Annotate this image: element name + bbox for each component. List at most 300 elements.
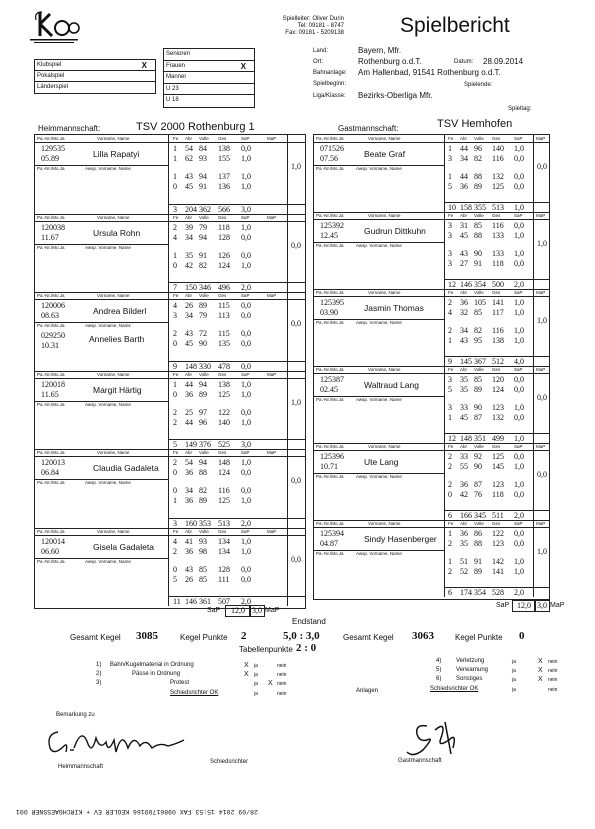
land-label: Land: xyxy=(313,48,329,54)
map-label: MaP xyxy=(265,607,280,614)
column-divider xyxy=(168,371,169,450)
lane-value: 88 xyxy=(474,172,482,181)
header-name: Vorname, Name xyxy=(97,450,130,455)
lane-value: 0 xyxy=(448,490,452,499)
header-sap: SaP xyxy=(241,371,250,377)
lane-value: 1 xyxy=(173,379,177,389)
total-value: 6 xyxy=(448,511,452,520)
header-ges: Ges xyxy=(218,528,227,534)
datum-value: 28.09.2014 xyxy=(483,57,524,66)
check-mark[interactable]: X xyxy=(244,671,249,678)
header-fe: Fe xyxy=(173,136,179,141)
check-mark[interactable]: X xyxy=(538,676,543,683)
header-fe: Fe xyxy=(173,214,179,220)
lane-value: 34 xyxy=(185,486,193,495)
lane-value: 1,0 xyxy=(514,298,524,307)
lane-value: 0,0 xyxy=(514,413,524,422)
lane-value: 0,0 xyxy=(241,339,251,348)
check-nein: nein xyxy=(548,687,558,693)
lane-value: 140 xyxy=(218,417,230,427)
category-label: Frauen xyxy=(166,62,186,69)
header-sub-name: Awsp. Vorname, Name xyxy=(85,244,131,250)
category-label: Senioren xyxy=(166,51,191,57)
lane-value: 86 xyxy=(474,529,482,538)
lane-value: 89 xyxy=(199,389,207,399)
player-map: 1,0 xyxy=(537,239,547,248)
header-volle: Volle xyxy=(474,444,484,449)
player-map: 1,0 xyxy=(537,547,547,556)
player-map: 0,0 xyxy=(537,393,547,402)
check-num: 6) xyxy=(436,676,442,682)
total-value: 2,0 xyxy=(241,597,251,606)
lane-value: 133 xyxy=(492,249,504,258)
lane-value: 0 xyxy=(173,486,177,495)
lane-value: 62 xyxy=(185,154,193,163)
check-nein: nein xyxy=(277,663,287,669)
lane-value: 43 xyxy=(185,329,193,338)
lane-value: 85 xyxy=(199,564,207,574)
header-pass: Pa.-Nr./Mo.Ja xyxy=(316,444,344,449)
lane-value: 0,0 xyxy=(241,574,251,584)
total-value: 12 xyxy=(448,280,456,289)
column-divider xyxy=(444,289,445,366)
lane-value: 123 xyxy=(492,480,504,489)
header-underline xyxy=(314,450,549,451)
check-mark[interactable]: X xyxy=(268,680,273,687)
category-manner[interactable] xyxy=(164,72,254,84)
lane-value: 128 xyxy=(218,232,230,242)
category-box xyxy=(163,48,255,108)
column-divider xyxy=(444,135,445,212)
game-type-label: Länderspiel xyxy=(37,84,69,90)
lane-value: 1 xyxy=(173,172,177,181)
header-map: MaP xyxy=(267,136,277,141)
home-kegel-value: 3085 xyxy=(136,630,158,642)
lane-value: 93 xyxy=(199,154,207,163)
lane-value: 44 xyxy=(460,172,468,181)
lane-value: 138 xyxy=(492,336,504,345)
column-divider xyxy=(533,366,534,443)
header-underline xyxy=(35,299,305,300)
lane-value: 1,0 xyxy=(514,326,524,335)
total-value: 3 xyxy=(173,518,177,528)
lane-value: 1 xyxy=(448,413,452,422)
column-divider xyxy=(533,289,534,366)
header-abr: Abr xyxy=(185,214,193,220)
lane-value: 89 xyxy=(199,301,207,310)
lane-value: 0,0 xyxy=(514,154,524,163)
lane-value: 91 xyxy=(474,259,482,268)
lane-value: 0,0 xyxy=(514,172,524,181)
header-sap: SaP xyxy=(241,214,250,220)
tel: Tel: 09181 - 8747 xyxy=(297,23,344,29)
sub-number: 10.31 xyxy=(41,341,59,350)
total-value: 513 xyxy=(492,203,504,212)
lane-value: 85 xyxy=(474,221,482,230)
lane-value: 2 xyxy=(173,407,177,417)
lane-value: 36 xyxy=(185,389,193,399)
lane-value: 134 xyxy=(218,546,230,556)
lane-value: 0,0 xyxy=(514,259,524,268)
lane-value: 1 xyxy=(448,529,452,538)
home-player-table xyxy=(34,134,306,609)
lane-value: 3 xyxy=(448,403,452,412)
lane-value: 35 xyxy=(185,250,193,260)
total-value: 525 xyxy=(218,440,230,449)
lane-value: 2 xyxy=(448,480,452,489)
header-underline xyxy=(314,219,549,220)
home-team-name: TSV 2000 Rothenburg 1 xyxy=(136,121,255,133)
lane-value: 2 xyxy=(173,222,177,232)
header-ges: Ges xyxy=(218,214,227,220)
map-label: MaP xyxy=(550,602,565,609)
check-text: Bahn/Kugelmaterial in Ordnung xyxy=(110,662,194,668)
header-underline xyxy=(35,456,305,457)
header-fe: Fe xyxy=(173,450,179,455)
lane-value: 116 xyxy=(492,326,504,335)
total-value: 367 xyxy=(474,357,486,366)
lane-value: 85 xyxy=(474,308,482,317)
header-abr: Abr xyxy=(185,450,193,455)
header-ges: Ges xyxy=(492,213,501,218)
lane-value: 0,0 xyxy=(241,486,251,495)
total-value: 3,0 xyxy=(241,204,251,214)
player-block xyxy=(314,366,549,443)
header-underline xyxy=(314,296,549,297)
column-divider xyxy=(287,214,288,293)
total-value: 513 xyxy=(218,518,230,528)
lane-value: 1 xyxy=(173,250,177,260)
lane-value: 135 xyxy=(218,339,230,348)
lane-value: 4 xyxy=(173,536,177,546)
header-sub-name: Awsp. Vorname, Name xyxy=(85,558,131,564)
lane-value: 27 xyxy=(460,259,468,268)
lane-value: 0 xyxy=(173,389,177,399)
lane-value: 72 xyxy=(199,329,207,338)
lane-value: 1,0 xyxy=(241,417,251,427)
lane-value: 1 xyxy=(448,144,452,153)
total-value: 346 xyxy=(199,283,211,292)
lane-value: 82 xyxy=(199,486,207,495)
lane-value: 0,0 xyxy=(514,490,524,499)
check-text: Verletzung xyxy=(456,658,485,664)
column-divider xyxy=(533,520,534,597)
lane-value: 85 xyxy=(199,574,207,584)
category-senioren[interactable] xyxy=(164,49,254,61)
check-num: 4) xyxy=(436,658,442,664)
header-sub-pass: Pa.-Nr./Mo.Ja xyxy=(316,320,344,325)
header-abr: Abr xyxy=(460,367,468,372)
fax: Fax: 09181 - 5209138 xyxy=(285,30,344,36)
header-abr: Abr xyxy=(460,521,468,526)
player-number: 11.67 xyxy=(41,232,59,242)
lane-value: 55 xyxy=(460,462,468,471)
lane-value: 124 xyxy=(492,385,504,394)
column-divider xyxy=(168,528,169,607)
game-type-pokalspiel[interactable] xyxy=(35,71,155,82)
header-fe: Fe xyxy=(448,290,454,295)
header-sub-pass: Pa.-Nr./Mo.Ja xyxy=(316,243,344,248)
header-sub-pass: Pa.-Nr./Mo.Ja xyxy=(37,558,65,564)
lane-value: 5 xyxy=(448,385,452,394)
header-sub-name: Awsp. Vorname, Name xyxy=(356,166,402,171)
header-map: MaP xyxy=(536,136,546,141)
lane-value: 88 xyxy=(474,231,482,240)
check-ja: ja xyxy=(512,687,516,693)
lane-value: 54 xyxy=(185,144,193,153)
check-num: 3) xyxy=(96,680,102,686)
header-abr: Abr xyxy=(460,290,468,295)
header-name: Vorname, Name xyxy=(368,213,401,218)
player-name: Claudia Gadaleta xyxy=(93,463,159,473)
player-number: 04.87 xyxy=(320,539,338,548)
lane-value: 0,0 xyxy=(514,221,524,230)
header-name: Vorname, Name xyxy=(97,528,130,534)
lane-value: 123 xyxy=(492,539,504,548)
lane-value: 0,0 xyxy=(514,539,524,548)
column-divider xyxy=(533,212,534,289)
total-value: 499 xyxy=(492,434,504,443)
column-divider xyxy=(444,520,445,597)
lane-value: 0,0 xyxy=(241,144,251,153)
lane-value: 0 xyxy=(173,339,177,348)
player-name: Waltraud Lang xyxy=(364,380,419,390)
total-value: 354 xyxy=(474,280,486,289)
player-name: Jasmin Thomas xyxy=(364,303,424,313)
player-block xyxy=(314,443,549,520)
guest-points-label: Kegel Punkte xyxy=(455,633,503,642)
player-name: Gisela Gadaleta xyxy=(93,541,154,552)
guest-points-value: 0 xyxy=(519,630,525,642)
schied-ok-right: Schiedsrichter OK xyxy=(430,686,479,692)
total-value: 2,0 xyxy=(514,280,524,289)
total-value: 174 xyxy=(460,588,472,597)
lane-value: 96 xyxy=(199,417,207,427)
lane-value: 2 xyxy=(173,546,177,556)
lane-value: 118 xyxy=(492,259,504,268)
header-name: Vorname, Name xyxy=(97,214,130,220)
header-pass: Pa.-Nr./Mo.Ja xyxy=(316,290,344,295)
total-value: 7 xyxy=(173,283,177,292)
lane-value: 82 xyxy=(199,260,207,270)
lane-value: 94 xyxy=(199,379,207,389)
lane-value: 116 xyxy=(492,154,504,163)
club-logo xyxy=(28,10,80,46)
check-ja: ja xyxy=(512,668,516,674)
total-value: 9 xyxy=(448,357,452,366)
player-number: 06.60 xyxy=(41,546,59,556)
column-divider xyxy=(287,292,288,371)
category-frauen[interactable] xyxy=(164,61,254,73)
lane-value: 2 xyxy=(448,452,452,461)
guest-player-table xyxy=(313,134,550,600)
sign-ref-label: Schiedsrichter xyxy=(210,759,249,765)
header-ges: Ges xyxy=(492,290,501,295)
header-name: Vorname, Name xyxy=(368,290,401,295)
player-pass: 120018 xyxy=(41,379,65,389)
game-type-mark: X xyxy=(141,61,147,70)
total-value: 0,0 xyxy=(241,361,251,371)
header-ges: Ges xyxy=(492,444,501,449)
guest-map-total: 3,0 xyxy=(534,600,550,612)
header-fe: Fe xyxy=(448,213,454,218)
player-block xyxy=(314,135,549,212)
header-sub-name: Awsp. Vorname, Name xyxy=(356,397,402,402)
game-type-laenderspiel[interactable] xyxy=(35,82,155,93)
total-value: 361 xyxy=(199,597,211,606)
player-name: Sindy Hasenberger xyxy=(364,534,437,544)
total-value: 500 xyxy=(492,280,504,289)
lane-value: 52 xyxy=(460,567,468,576)
lane-value: 134 xyxy=(218,536,230,546)
guest-kegel-label: Gesamt Kegel xyxy=(343,633,394,642)
lane-value: 1,0 xyxy=(514,567,524,576)
total-value: 496 xyxy=(218,283,230,292)
header-sap: SaP xyxy=(241,136,250,141)
check-mark[interactable]: X xyxy=(244,662,249,669)
header-map: MaP xyxy=(536,521,546,526)
check-ja: ja xyxy=(512,677,516,683)
check-ja: ja xyxy=(254,691,258,697)
header-pass: Pa.-Nr./Mo.Ja xyxy=(37,528,65,534)
total-value: 160 xyxy=(185,518,197,528)
check-mark[interactable]: X xyxy=(538,667,543,674)
sign-home-label: Heimmannschaft xyxy=(58,764,104,770)
lane-value: 4 xyxy=(448,308,452,317)
header-underline xyxy=(35,378,305,379)
category-u18[interactable] xyxy=(164,95,254,107)
header-name: Vorname, Name xyxy=(97,293,130,298)
total-value: 330 xyxy=(199,361,211,371)
check-text: Sonstiges xyxy=(456,676,483,682)
header-sub-pass: Pa.-Nr./Mo.Ja xyxy=(316,397,344,402)
lane-value: 3 xyxy=(448,259,452,268)
guest-team-name: TSV Hemhofen xyxy=(437,118,513,130)
lane-value: 1,0 xyxy=(514,462,524,471)
lane-value: 5 xyxy=(173,574,177,584)
table-points-label: Tabellenpunkte xyxy=(239,645,293,654)
check-text: Protest xyxy=(170,680,190,686)
lane-value: 3 xyxy=(448,231,452,240)
header-volle: Volle xyxy=(199,528,209,534)
check-mark[interactable]: X xyxy=(538,658,543,665)
lane-value: 42 xyxy=(460,490,468,499)
lane-value: 120 xyxy=(492,375,504,384)
lane-value: 0,0 xyxy=(241,468,251,477)
header-fe: Fe xyxy=(448,444,454,449)
header-pass: Pa.-Nr./Mo.Ja xyxy=(37,450,65,455)
lane-value: 54 xyxy=(185,458,193,467)
header-fe: Fe xyxy=(173,528,179,534)
header-underline xyxy=(314,142,549,143)
land-value: Bayern, Mfr. xyxy=(358,46,402,55)
lane-value: 1,0 xyxy=(514,336,524,345)
lane-value: 87 xyxy=(474,413,482,422)
player-block xyxy=(35,135,305,214)
lane-value: 35 xyxy=(460,375,468,384)
lane-value: 91 xyxy=(199,182,207,191)
header-map: MaP xyxy=(536,213,546,218)
player-number: 10.71 xyxy=(320,462,338,471)
total-value: 512 xyxy=(492,357,504,366)
lane-value: 43 xyxy=(185,564,193,574)
lane-value: 36 xyxy=(460,298,468,307)
lane-value: 2 xyxy=(173,417,177,427)
player-number: 05.89 xyxy=(41,154,59,163)
lane-value: 45 xyxy=(460,413,468,422)
header-map: MaP xyxy=(267,293,277,298)
category-u23[interactable] xyxy=(164,84,254,96)
game-type-klubspiel[interactable] xyxy=(35,60,155,71)
lane-value: 1,0 xyxy=(514,249,524,258)
total-value: 528 xyxy=(492,588,504,597)
column-divider xyxy=(168,449,169,528)
header-pass: Pa.-Nr./Mo.Ja xyxy=(316,367,344,372)
lane-value: 123 xyxy=(492,403,504,412)
sap-label: SaP xyxy=(496,602,510,609)
ort-value: Rothenburg o.d.T. xyxy=(358,57,422,66)
check-nein: nein xyxy=(277,672,287,678)
lane-value: 33 xyxy=(460,403,468,412)
guest-sap-total: 12,0 xyxy=(512,600,536,612)
lane-value: 122 xyxy=(492,529,504,538)
header-sub-name: Awsp. Vorname, Name xyxy=(356,551,402,556)
lane-value: 1,0 xyxy=(241,154,251,163)
lane-value: 34 xyxy=(185,232,193,242)
guest-kegel-value: 3063 xyxy=(412,630,434,642)
player-name: Ute Lang xyxy=(364,457,399,467)
lane-value: 1,0 xyxy=(514,403,524,412)
total-value: 345 xyxy=(474,511,486,520)
total-value: 354 xyxy=(474,588,486,597)
lane-value: 0,0 xyxy=(514,182,524,191)
lane-value: 1,0 xyxy=(241,458,251,467)
check-num: 5) xyxy=(436,667,442,673)
player-block xyxy=(314,289,549,366)
column-divider xyxy=(168,292,169,371)
lane-value: 126 xyxy=(218,250,230,260)
lane-value: 90 xyxy=(474,462,482,471)
player-map: 1,0 xyxy=(291,397,301,407)
lane-value: 1,0 xyxy=(241,536,251,546)
ende-label: Spielende: xyxy=(464,82,493,88)
total-value: 1,0 xyxy=(514,203,524,212)
lane-value: 140 xyxy=(492,144,504,153)
check-text: Pässe in Ordnung xyxy=(132,671,181,677)
lane-value: 2 xyxy=(448,298,452,307)
column-divider xyxy=(287,135,288,214)
category-label: U 18 xyxy=(166,97,179,104)
player-name: Beate Graf xyxy=(364,149,406,159)
sub-name: Annelies Barth xyxy=(89,334,145,344)
home-map-total: 3,0 xyxy=(249,605,265,617)
total-value: 2,0 xyxy=(241,283,251,292)
header-pass: Pa.-Nr./Mo.Ja xyxy=(37,371,65,377)
lane-value: 82 xyxy=(474,154,482,163)
lane-value: 33 xyxy=(460,452,468,461)
check-ja: ja xyxy=(254,663,258,669)
lane-value: 2 xyxy=(448,462,452,471)
lane-value: 93 xyxy=(199,536,207,546)
player-number: 06.84 xyxy=(41,468,59,477)
lane-value: 1,0 xyxy=(241,172,251,181)
player-number: 11.65 xyxy=(41,389,59,399)
lane-value: 105 xyxy=(474,298,486,307)
beginn-label: Spielbeginn: xyxy=(313,81,347,87)
column-divider xyxy=(287,449,288,528)
header-abr: Abr xyxy=(185,371,193,377)
column-divider xyxy=(287,528,288,607)
